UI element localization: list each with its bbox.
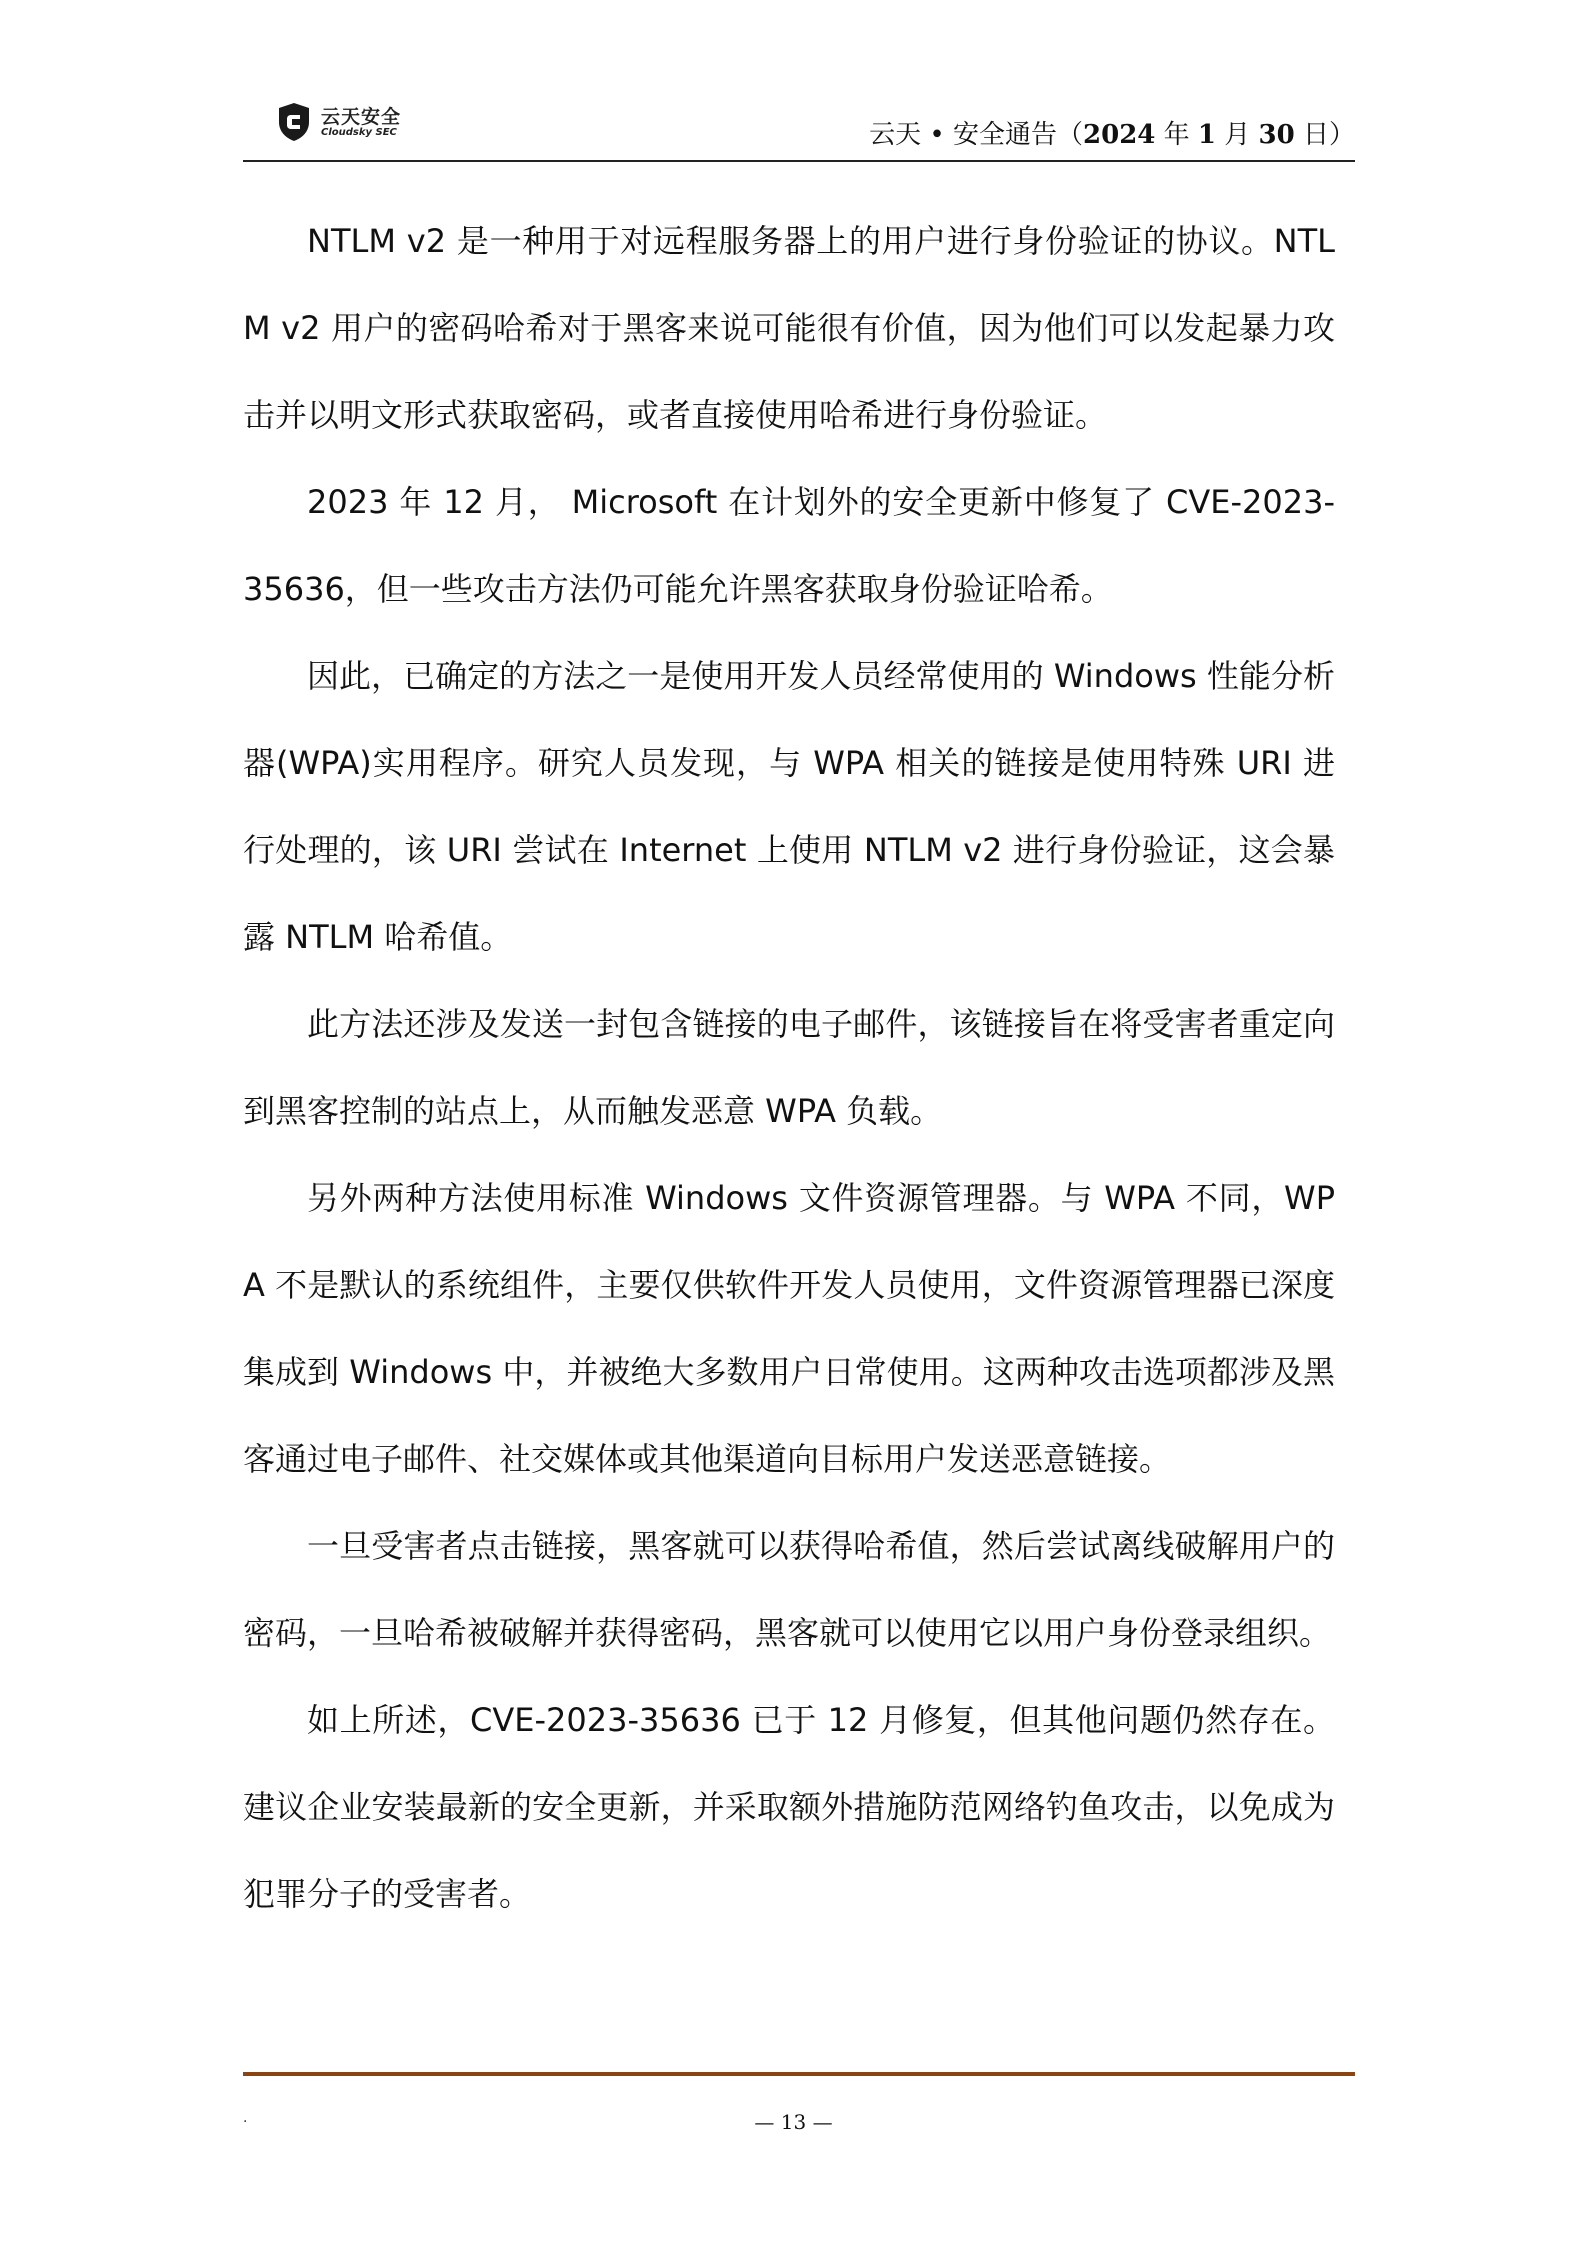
paragraph-2: 2023 年 12 月， Microsoft 在计划外的安全更新中修复了 CVE-2023-35636，但一些攻击方法仍可能允许黑客获取身份验证哈希。 (243, 483, 1335, 608)
paragraph-7: 如上所述，CVE-2023-35636 已于 12 月修复，但其他问题仍然存在。建议企业安装最新的安全更新，并采取额外措施防范网络钓鱼攻击，以免成为犯罪分子的受害者。 (243, 1701, 1335, 1913)
paragraph-3: 因此，已确定的方法之一是使用开发人员经常使用的 Windows 性能分析器(WPA)实用程序。研究人员发现，与 WPA 相关的链接是使用特殊 URI 进行处理的，该 URI 尝试在 Internet 上使用 NTLM v2 进行身份验证，这会暴露 NTLM 哈希值。 (243, 657, 1335, 956)
title-year-unit: 年 (1155, 120, 1198, 150)
title-year: 2024 (1083, 120, 1156, 150)
page-header (243, 92, 1355, 164)
title-suffix: 日） (1294, 120, 1355, 150)
page-number: — 13 — (754, 2110, 833, 2134)
title-month-unit: 月 (1216, 120, 1259, 150)
paragraph-6: 一旦受害者点击链接，黑客就可以获得哈希值，然后尝试离线破解用户的密码，一旦哈希被破解并获得密码，黑客就可以使用它以用户身份登录组织。 (243, 1527, 1335, 1652)
bulletin-title (869, 114, 1355, 151)
shield-icon (277, 102, 311, 142)
article-body (243, 198, 1335, 1938)
paragraph-4: 此方法还涉及发送一封包含链接的电子邮件，该链接旨在将受害者重定向到黑客控制的站点上，从而触发恶意 WPA 负载。 (243, 1005, 1335, 1130)
logo-text-en: Cloudsky SEC (321, 127, 397, 138)
paragraph-1: NTLM v2 是一种用于对远程服务器上的用户进行身份验证的协议。NTLM v2 用户的密码哈希对于黑客来说可能很有价值，因为他们可以发起暴力攻击并以明文形式获取密码，或者直接使用哈希进行身份验证。 (243, 222, 1335, 434)
title-day: 30 (1258, 120, 1295, 150)
company-logo (277, 100, 477, 152)
title-prefix: 云天 • 安全通告（ (869, 120, 1084, 150)
logo-text-cn: 云天安全 (321, 106, 402, 128)
title-month: 1 (1197, 120, 1217, 150)
footer-divider (243, 2072, 1355, 2076)
paragraph-5: 另外两种方法使用标准 Windows 文件资源管理器。与 WPA 不同，WPA 不是默认的系统组件，主要仅供软件开发人员使用，文件资源管理器已深度集成到 Windows 中，并被绝大多数用户日常使用。这两种攻击选项都涉及黑客通过电子邮件、社交媒体或其他渠道向目标用户发送恶意链接。 (243, 1179, 1335, 1478)
footer-dot: . (243, 2110, 248, 2126)
header-divider (243, 160, 1355, 162)
